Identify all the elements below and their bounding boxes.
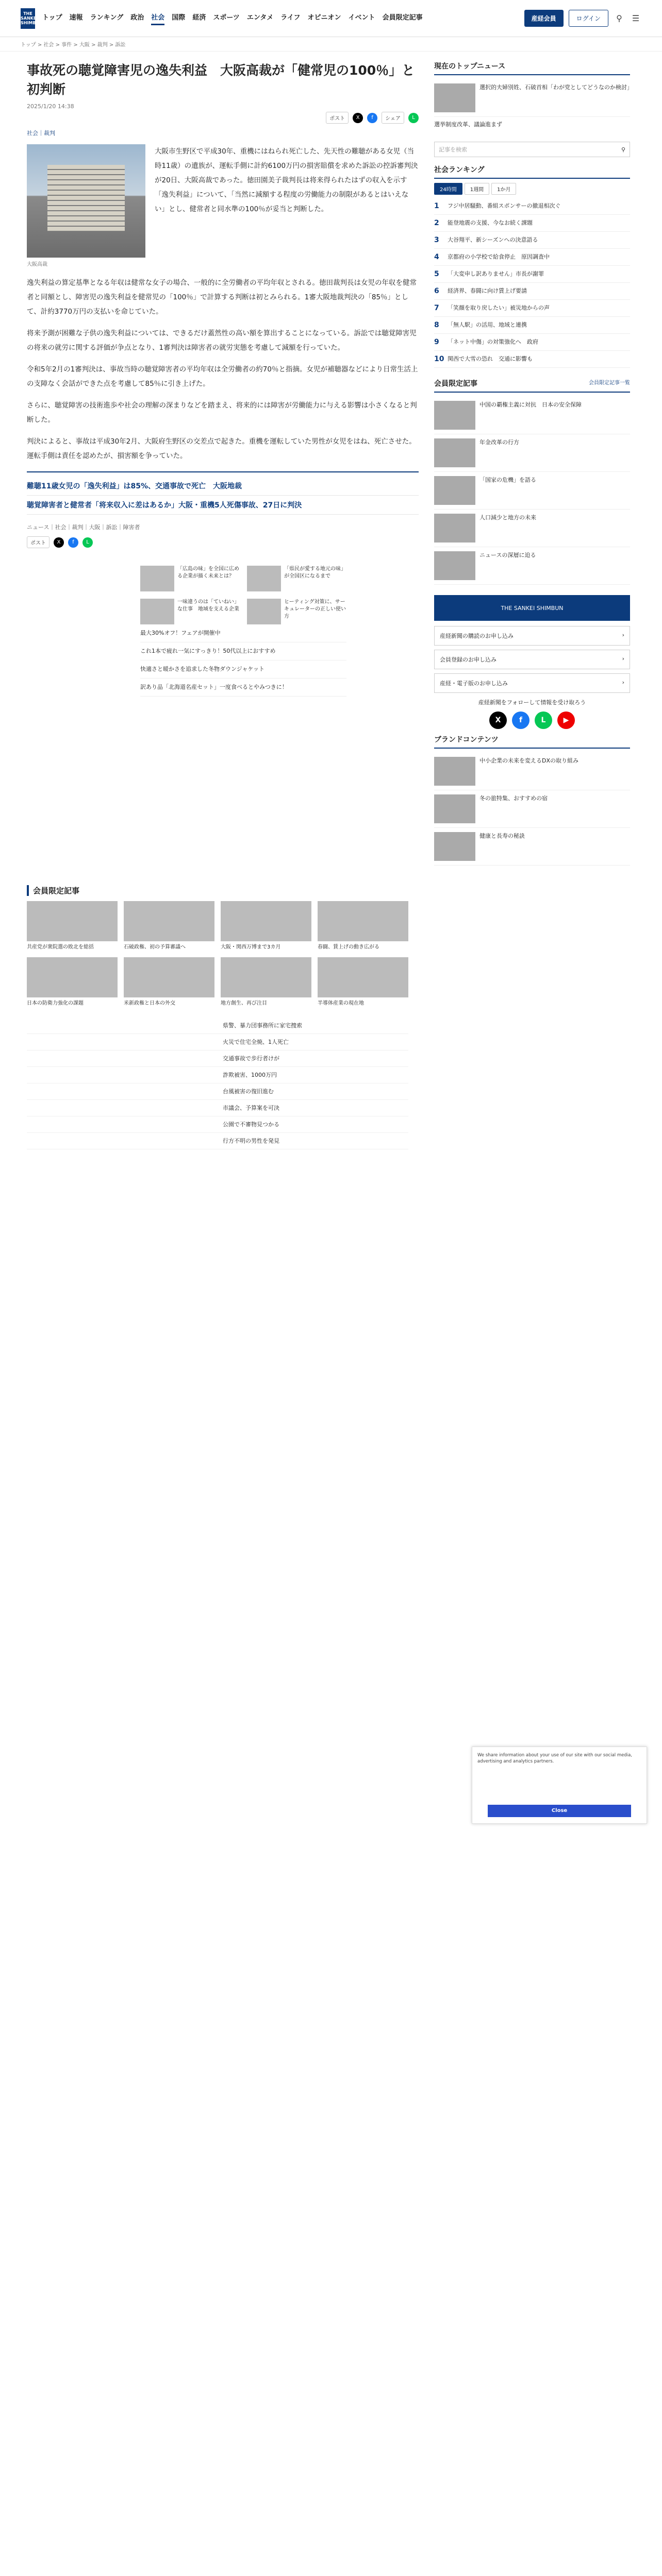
ranking-text: 「無人駅」の活用、地域と連携: [448, 321, 527, 328]
thumbnail: [434, 794, 475, 823]
subscribe-link[interactable]: [434, 650, 630, 669]
share-bar-bottom: [27, 536, 419, 548]
exclusive-item[interactable]: [434, 397, 630, 434]
thumbnail: [221, 957, 311, 997]
sponsored-grid: [140, 566, 346, 624]
menu-icon[interactable]: ☰: [632, 13, 640, 23]
thumbnail: [434, 476, 475, 505]
ranking-text: フジ中居騒動、番組スポンサーの撤退相次ぐ: [448, 202, 561, 209]
ranking-text: 関西で大雪の恐れ 交通に影響も: [448, 355, 533, 362]
ranking-item[interactable]: [434, 249, 630, 266]
ranking-text: 「大変申し訳ありません」市長が謝罪: [448, 270, 544, 277]
ranking-item[interactable]: [434, 300, 630, 317]
nav-item[interactable]: イベント: [348, 13, 375, 22]
thumbnail: [124, 901, 214, 941]
sponsored-item[interactable]: [140, 599, 240, 624]
breadcrumb[interactable]: トップ > 社会 > 事件 > 大阪 > 裁判 > 訴訟: [0, 37, 662, 52]
share-button[interactable]: シェア: [382, 112, 404, 124]
member-section: [0, 885, 635, 1149]
exclusive-item[interactable]: [434, 510, 630, 547]
news-list: [27, 1018, 408, 1149]
thumbnail: [140, 566, 174, 591]
exclusive-item[interactable]: [434, 472, 630, 510]
card-title: 共産党が衆院選の敗北を総括: [27, 944, 94, 950]
article-title: 事故死の聴覚障害児の逸失利益 大阪高裁が「健常児の100％」と初判断: [27, 63, 415, 97]
member-card[interactable]: [124, 957, 214, 1007]
post-button[interactable]: ポスト: [326, 112, 349, 124]
line-icon[interactable]: L: [535, 711, 552, 729]
brand-text: 冬の旅特集、おすすめの宿: [479, 795, 548, 802]
article-body: [27, 276, 419, 463]
member-section-title: 会員限定記事: [27, 885, 615, 896]
sponsored-link[interactable]: 最大30%オフ！フェアが開催中: [140, 624, 346, 642]
nav-item[interactable]: 政治: [130, 13, 144, 22]
ranking-text: 大谷翔平、新シーズンへの決意語る: [448, 236, 538, 243]
card-title: 石破政権、初の予算審議へ: [124, 944, 186, 950]
thumbnail: [434, 401, 475, 430]
exclusive-list: [434, 397, 630, 585]
facebook-icon[interactable]: f: [367, 113, 377, 123]
social-icons: [434, 711, 630, 729]
main-nav: [42, 12, 423, 25]
ranking-item[interactable]: [434, 232, 630, 249]
nav-item[interactable]: スポーツ: [213, 13, 240, 22]
card-title: 日本の防衛力強化の課題: [27, 1001, 84, 1006]
member-card[interactable]: [124, 901, 214, 951]
subscribe-link[interactable]: [434, 626, 630, 646]
exclusive-text: 人口減少と地方の未来: [479, 514, 536, 521]
article-main: [27, 61, 419, 876]
more-link[interactable]: 会員限定記事一覧: [589, 380, 630, 386]
thumbnail: [140, 599, 174, 624]
ranking-text: 京都府の小学校で給食停止 原因調査中: [448, 253, 550, 260]
login-button[interactable]: ログイン: [569, 10, 608, 27]
rank-number: 2: [434, 219, 439, 227]
bottom-tags[interactable]: ニュース｜社会｜裁判｜大阪｜訴訟｜障害者: [27, 524, 140, 531]
subscribe-links: [434, 626, 630, 693]
thumbnail: [434, 832, 475, 861]
brand-item[interactable]: [434, 828, 630, 866]
x-icon[interactable]: X: [489, 711, 507, 729]
ranking-tab[interactable]: 24時間: [434, 183, 462, 195]
post-button[interactable]: ポスト: [27, 536, 49, 548]
brand-text: 健康と長寿の秘訣: [479, 833, 525, 839]
line-icon[interactable]: L: [82, 537, 93, 548]
brand-title: ブランドコンテンツ: [434, 734, 630, 749]
rank-number: 1: [434, 202, 439, 210]
ranking-item[interactable]: [434, 215, 630, 232]
featured-title: 現在のトップニュース: [434, 61, 630, 75]
search-input[interactable]: 記事を検索 ⚲: [434, 142, 630, 157]
thumbnail: [434, 514, 475, 543]
x-icon[interactable]: X: [353, 113, 363, 123]
rank-number: 4: [434, 253, 439, 261]
news-item[interactable]: 交通事故で歩行者けが: [27, 1050, 408, 1067]
rank-number: 5: [434, 270, 439, 278]
member-card[interactable]: [221, 901, 311, 951]
nav-item[interactable]: 国際: [172, 13, 186, 22]
article-date: 2025/1/20 14:38: [27, 103, 74, 110]
sponsored-text: 一味違うのは「ていねい」な仕事 地域を支える企業: [177, 599, 239, 612]
thumbnail: [434, 757, 475, 786]
ranking-text: 「ネット中傷」の対策強化へ 政府: [448, 338, 538, 345]
exclusive-text: 中国の覇権主義に対抗 日本の安全保障: [479, 401, 582, 408]
thumbnail: [318, 957, 408, 997]
related-link[interactable]: 難聴11歳女児の「逸失利益」は85%、交通事故で死亡 大阪地裁: [27, 477, 419, 496]
nav-item[interactable]: オピニオン: [307, 13, 341, 22]
ranking-item[interactable]: [434, 283, 630, 300]
nav-item[interactable]: 経済: [192, 13, 206, 22]
sponsored-text: 「県民が愛する地元の味」が全国区になるまで: [284, 566, 346, 579]
thumbnail: [221, 901, 311, 941]
member-card[interactable]: [27, 957, 118, 1007]
banner[interactable]: THE SANKEI SHIMBUN: [434, 595, 630, 621]
article-paragraph: 令和5年2月の1審判決は、事故当時の聴覚障害者の平均年収は全労働者の約70％と指摘。女児が補聴器などにより日常生活上の支障なく会話ができた点を考慮して85％に引き上げた。: [27, 365, 418, 388]
article-paragraph: さらに、聴覚障害の技術進歩や社会の理解の深まりなどを踏まえ、将来的には障害が労働能力に与える影響は小さくなると判断した。: [27, 401, 417, 424]
exclusive-text: 年金改革の行方: [479, 439, 519, 446]
member-button[interactable]: 産経会員: [524, 10, 564, 27]
nav-item[interactable]: 社会: [151, 12, 164, 25]
nav-item[interactable]: 速報: [69, 13, 83, 22]
card-title: 大阪・関西万博まで3カ月: [221, 944, 281, 950]
brand-text: 中小企業の未来を変えるDXの取り組み: [479, 757, 579, 764]
article-tags[interactable]: 社会｜裁判: [27, 130, 55, 137]
ranking-title: 社会ランキング: [434, 164, 630, 179]
thumbnail: [434, 83, 475, 112]
cookie-close-button[interactable]: Close: [488, 1805, 631, 1817]
x-icon[interactable]: X: [54, 537, 64, 548]
search-icon[interactable]: ⚲: [616, 13, 622, 23]
sponsored-text: 「広島の味」を全国に広める企業が描く未来とは？: [177, 566, 239, 579]
ad-label: [27, 553, 419, 561]
thumbnail: [247, 599, 281, 624]
nav-item[interactable]: ランキング: [90, 13, 124, 22]
link-label: 産経・電子版のお申し込み: [440, 680, 508, 687]
nav-item[interactable]: トップ: [42, 13, 62, 22]
rank-number: 10: [434, 355, 444, 363]
sponsored-link[interactable]: これ1本で疲れ一気にすっきり！50代以上におすすめ: [140, 642, 346, 660]
brand-item[interactable]: [434, 753, 630, 790]
rank-number: 6: [434, 287, 439, 295]
thumbnail: [247, 566, 281, 591]
exclusive-title: 会員限定記事 会員限定記事一覧: [434, 378, 630, 393]
subscribe-link[interactable]: [434, 673, 630, 693]
sponsored-link[interactable]: 快適さと暖かさを追求した冬物ダウンジャケット: [140, 660, 346, 679]
ranking-tab[interactable]: 1週間: [465, 183, 489, 195]
header-actions: [524, 10, 641, 27]
thumbnail: [27, 957, 118, 997]
share-bar: [27, 112, 419, 124]
rank-number: 3: [434, 236, 439, 244]
related-links: [27, 471, 419, 515]
search-icon[interactable]: ⚲: [621, 146, 625, 153]
exclusive-text: 「国家の危機」を語る: [479, 477, 536, 483]
ranking-tabs: [434, 183, 630, 195]
sponsored-text: ヒーティング対策に、サーキュレーターの正しい使い方: [284, 599, 346, 619]
article-photo[interactable]: [27, 144, 145, 258]
ranking-item[interactable]: [434, 334, 630, 351]
cookie-text: We share information about your use of our site with our social media, advertising and analytics partners.: [477, 1753, 633, 1764]
sponsored-list: [140, 624, 346, 697]
article-paragraph: 判決によると、事故は平成30年2月、大阪府生野区の交差点で起きた。重機を運転していた男性が女児をはね、死亡させた。運転手側は責任を認めたが、損害額を争っていた。: [27, 437, 416, 460]
ranking-text: 経済界、春闘に向け賃上げ要請: [448, 287, 527, 294]
thumbnail: [124, 957, 214, 997]
thumbnail: [318, 901, 408, 941]
exclusive-text: ニュースの深層に迫る: [479, 552, 536, 558]
link-label: 会員登録のお申し込み: [440, 656, 496, 663]
ranking-item[interactable]: [434, 317, 630, 334]
featured-item[interactable]: 選挙制度改革、議論進まず: [434, 121, 502, 128]
article-paragraph: 将来予測が困難な子供の逸失利益については、できるだけ蓋然性の高い額を算出することになっている。訴訟では聴覚障害児の将来の就労に関する評価が争点となり、1審判決は障害者の就労実態を考慮して減額を行っていた。: [27, 329, 417, 352]
news-item[interactable]: 詐欺被害、1000万円: [27, 1067, 408, 1083]
ranking-item[interactable]: [434, 266, 630, 283]
news-item[interactable]: 台風被害の復旧進む: [27, 1083, 408, 1100]
nav-item[interactable]: ライフ: [280, 13, 301, 22]
ranking-list: [434, 198, 630, 368]
photo-caption: 大阪高裁: [27, 262, 47, 267]
ranking-tab[interactable]: 1か月: [491, 183, 516, 195]
thumbnail: [434, 551, 475, 580]
ranking-text: 能登地震の支援、今なお続く課題: [448, 219, 533, 226]
news-item[interactable]: 行方不明の男性を発見: [27, 1133, 408, 1149]
news-item[interactable]: 市議会、予算案を可決: [27, 1100, 408, 1116]
link-label: 産経新聞の購読のお申し込み: [440, 633, 514, 639]
news-item[interactable]: 火災で住宅全焼、1人死亡: [27, 1034, 408, 1050]
thumbnail: [434, 438, 475, 467]
chevron-right-icon: ›: [622, 679, 624, 686]
exclusive-item[interactable]: [434, 434, 630, 472]
brand-list: [434, 753, 630, 866]
news-item[interactable]: 県警、暴力団事務所に家宅捜索: [27, 1018, 408, 1034]
cookie-banner: [472, 1747, 647, 1824]
sponsored-item[interactable]: [247, 599, 346, 624]
card-title: 春闘、賃上げの動き広がる: [318, 944, 379, 950]
rank-number: 9: [434, 338, 439, 346]
card-title: 地方創生、再び注目: [221, 1001, 267, 1006]
article-paragraph: 逸失利益の算定基準となる年収は健常な女子の場合、一般的に全労働者の平均年収とされる。徳田裁判長は女児の年収を健常者と同額とし、障害児の逸失利益を健常児の「100％」で計算する判断は初とみられる。1審大阪地裁判決の「85％」として、計約3770万円の支払いを命じていた。: [27, 279, 417, 316]
related-link[interactable]: 聴覚障害者と健常者「将来収入に差はあるか」大阪・重機5人死傷事故、27日に判決: [27, 496, 419, 515]
youtube-icon[interactable]: ▶: [557, 711, 575, 729]
sidebar: [434, 61, 633, 876]
member-card[interactable]: [318, 957, 408, 1007]
follow-text: 産経新聞をフォローして情報を受け取ろう: [478, 699, 586, 706]
card-title: 半導体産業の現在地: [318, 1001, 364, 1006]
rank-number: 8: [434, 321, 439, 329]
news-item[interactable]: 公園で不審物見つかる: [27, 1116, 408, 1133]
chevron-right-icon: ›: [622, 632, 624, 638]
member-cards: [27, 901, 408, 1007]
facebook-icon[interactable]: f: [512, 711, 529, 729]
member-card[interactable]: [27, 901, 118, 951]
ranking-text: 「笑顔を取り戻したい」被災地からの声: [448, 304, 550, 311]
site-logo[interactable]: THE SANKEI SHIMBUN: [21, 8, 35, 29]
brand-item[interactable]: [434, 790, 630, 828]
featured-item[interactable]: 選択的夫婦別姓、石破首相「わが党としてどうなのか検討」: [434, 79, 630, 117]
nav-item[interactable]: 会員限定記事: [382, 13, 423, 22]
member-card[interactable]: [318, 901, 408, 951]
chevron-right-icon: ›: [622, 655, 624, 662]
nav-item[interactable]: エンタメ: [246, 13, 274, 22]
ranking-item[interactable]: [434, 198, 630, 215]
site-header: [0, 0, 662, 37]
exclusive-item[interactable]: [434, 547, 630, 585]
sponsored-item[interactable]: [140, 566, 240, 591]
sponsored-item[interactable]: [247, 566, 346, 591]
facebook-icon[interactable]: f: [68, 537, 78, 548]
rank-number: 7: [434, 304, 439, 312]
member-card[interactable]: [221, 957, 311, 1007]
card-title: 米新政権と日本の外交: [124, 1001, 175, 1006]
article-paragraph: 大阪市生野区で平成30年、重機にはねられ死亡した、先天性の難聴がある女児（当時11歳）の遺族が、運転手側に計約6100万円の損害賠償を求めた訴訟の控訴審判決が20日、大阪高裁であった。徳田園美子裁判長は将来得られたはずの収入を示す「逸失利益」について、「当然に減額する程度の労働能力の制限があるとはいえない」とし、健常者と同水準の100％が妥当と判断した。: [155, 147, 418, 213]
sponsored-link[interactable]: 訳あり品「北海道名産セット」一度食べるとやみつきに！: [140, 679, 346, 697]
ranking-item[interactable]: [434, 351, 630, 368]
thumbnail: [27, 901, 118, 941]
line-icon[interactable]: L: [408, 113, 419, 123]
